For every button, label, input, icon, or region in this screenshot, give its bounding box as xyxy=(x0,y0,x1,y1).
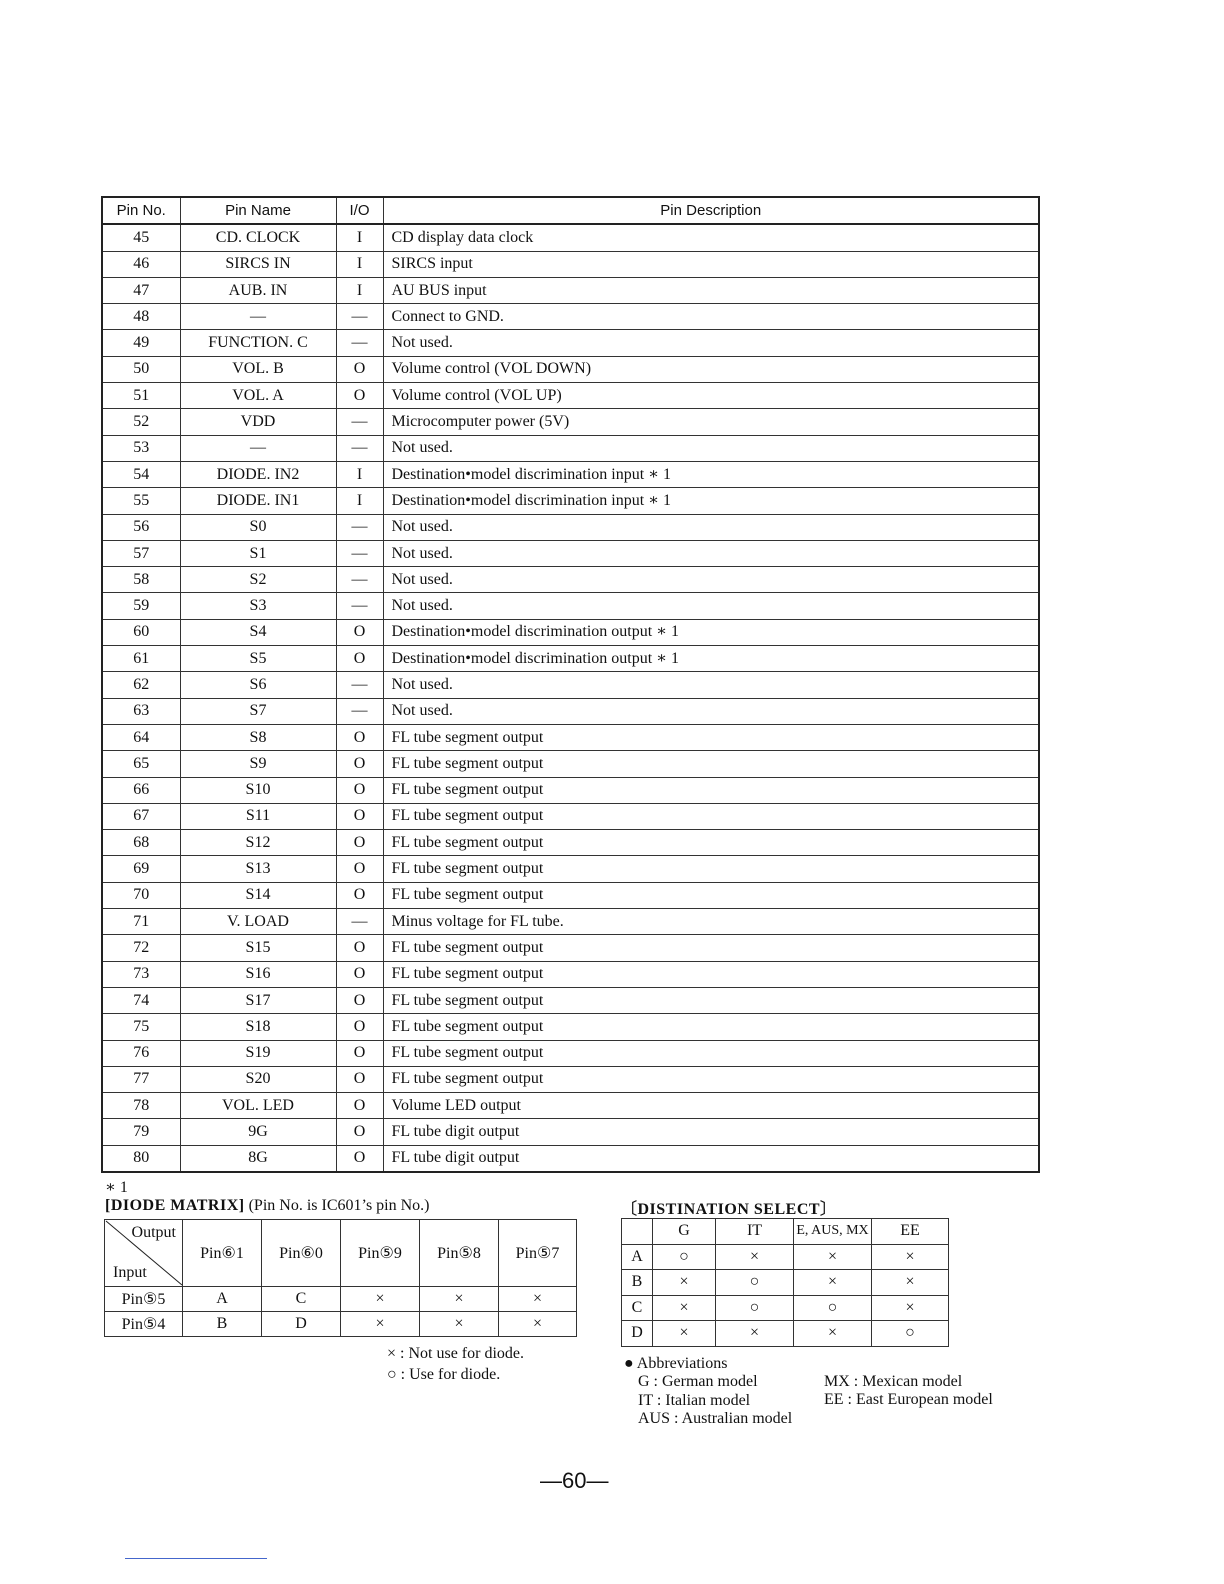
pin-name-cell: S0 xyxy=(180,514,336,540)
abbr-australian: AUS : Australian model xyxy=(638,1410,793,1427)
pin-name-cell: 9G xyxy=(180,1119,336,1145)
pin-name-cell: S4 xyxy=(180,619,336,645)
diode-matrix-cell: × xyxy=(499,1287,577,1312)
table-row xyxy=(102,1093,1039,1119)
pin-description-cell: FL tube segment output xyxy=(383,935,1039,961)
io-cell: — xyxy=(336,540,383,566)
pin-description-cell: Not used. xyxy=(383,435,1039,461)
diode-matrix-cell: × xyxy=(341,1287,420,1312)
pin-name-cell: S11 xyxy=(180,803,336,829)
destination-select-title: 〔DISTINATION SELECT〕 xyxy=(621,1201,837,1218)
pin-no-cell: 80 xyxy=(102,1145,180,1172)
pin-description-cell: SIRCS input xyxy=(383,251,1039,277)
table-row xyxy=(102,461,1039,487)
diode-matrix-subtitle: (Pin No. is IC601’s pin No.) xyxy=(248,1197,430,1214)
table-row xyxy=(102,330,1039,356)
table-row xyxy=(102,909,1039,935)
pin-name-cell: AUB. IN xyxy=(180,277,336,303)
diode-matrix-row xyxy=(105,1287,577,1312)
destination-select-cell: × xyxy=(872,1244,949,1270)
pin-description-cell: Not used. xyxy=(383,514,1039,540)
table-row xyxy=(102,987,1039,1013)
destination-select-cell: × xyxy=(872,1270,949,1296)
table-row xyxy=(102,593,1039,619)
pin-name-cell: S10 xyxy=(180,777,336,803)
destination-select-table xyxy=(621,1218,949,1347)
pin-description-cell: Destination•model discrimination input ∗ 1 xyxy=(383,488,1039,514)
table-row xyxy=(102,724,1039,750)
diode-matrix-cell: B xyxy=(183,1312,262,1337)
pin-no-cell: 60 xyxy=(102,619,180,645)
pin-description-cell: FL tube digit output xyxy=(383,1145,1039,1172)
pin-name-cell: S14 xyxy=(180,882,336,908)
destination-select-cell: ○ xyxy=(872,1321,949,1347)
pin-name-cell: S5 xyxy=(180,646,336,672)
io-cell: O xyxy=(336,751,383,777)
pin-table-header xyxy=(102,197,1039,224)
io-cell: — xyxy=(336,698,383,724)
pin-name-cell: S3 xyxy=(180,593,336,619)
pin-name-cell: S17 xyxy=(180,987,336,1013)
destination-select-row-label: B xyxy=(622,1270,653,1296)
pin-description-cell: FL tube segment output xyxy=(383,777,1039,803)
table-row xyxy=(102,567,1039,593)
pin-no-cell: 58 xyxy=(102,567,180,593)
pin-no-cell: 65 xyxy=(102,751,180,777)
destination-select-cell: ○ xyxy=(716,1270,794,1296)
pin-no-cell: 50 xyxy=(102,356,180,382)
diode-matrix-column-header: Pin⑥0 xyxy=(262,1220,341,1287)
pin-description-cell: Not used. xyxy=(383,540,1039,566)
pin-description-cell: FL tube segment output xyxy=(383,1014,1039,1040)
pin-name-cell: S20 xyxy=(180,1066,336,1092)
pin-name-cell: S1 xyxy=(180,540,336,566)
pin-no-cell: 72 xyxy=(102,935,180,961)
diode-matrix-cell: × xyxy=(499,1312,577,1337)
io-cell: O xyxy=(336,987,383,1013)
pin-description-cell: FL tube digit output xyxy=(383,1119,1039,1145)
diode-matrix-header-row xyxy=(105,1220,577,1287)
io-cell: O xyxy=(336,383,383,409)
pin-description-cell: Volume LED output xyxy=(383,1093,1039,1119)
destination-select-cell: ○ xyxy=(716,1295,794,1321)
pin-description-cell: FL tube segment output xyxy=(383,830,1039,856)
pin-name-cell: VDD xyxy=(180,409,336,435)
pin-name-cell: S13 xyxy=(180,856,336,882)
header-pin-no: Pin No. xyxy=(102,197,180,224)
pin-no-cell: 69 xyxy=(102,856,180,882)
pin-description-cell: FL tube segment output xyxy=(383,961,1039,987)
diode-matrix-row-label: Pin⑤4 xyxy=(105,1312,183,1337)
pin-no-cell: 79 xyxy=(102,1119,180,1145)
pin-no-cell: 53 xyxy=(102,435,180,461)
pin-description-cell: FL tube segment output xyxy=(383,751,1039,777)
pin-no-cell: 68 xyxy=(102,830,180,856)
table-row xyxy=(102,251,1039,277)
io-cell: — xyxy=(336,409,383,435)
pin-no-cell: 74 xyxy=(102,987,180,1013)
pin-no-cell: 67 xyxy=(102,803,180,829)
diode-matrix-column-header: Pin⑤8 xyxy=(420,1220,499,1287)
pin-no-cell: 55 xyxy=(102,488,180,514)
pin-no-cell: 61 xyxy=(102,646,180,672)
pin-no-cell: 64 xyxy=(102,724,180,750)
pin-name-cell: S7 xyxy=(180,698,336,724)
io-cell: I xyxy=(336,461,383,487)
table-row xyxy=(102,646,1039,672)
pin-no-cell: 70 xyxy=(102,882,180,908)
diode-matrix-cell: C xyxy=(262,1287,341,1312)
table-row xyxy=(102,961,1039,987)
page-number: —60— xyxy=(540,1468,609,1493)
pin-description-cell: Destination•model discrimination input ∗ 1 xyxy=(383,461,1039,487)
table-row xyxy=(102,356,1039,382)
table-row xyxy=(102,514,1039,540)
diode-matrix-cell: × xyxy=(420,1287,499,1312)
io-cell: O xyxy=(336,1040,383,1066)
destination-select-cell: × xyxy=(794,1321,872,1347)
pin-name-cell: S18 xyxy=(180,1014,336,1040)
table-row xyxy=(102,540,1039,566)
pin-name-cell: S6 xyxy=(180,672,336,698)
io-cell: O xyxy=(336,646,383,672)
destination-select-row-label: D xyxy=(622,1321,653,1347)
legend-not-use: × : Not use for diode. xyxy=(387,1345,524,1362)
pin-description-cell: Not used. xyxy=(383,672,1039,698)
io-cell: O xyxy=(336,961,383,987)
header-pin-description: Pin Description xyxy=(383,197,1039,224)
io-cell: O xyxy=(336,1093,383,1119)
diode-matrix-column-header: Pin⑤9 xyxy=(341,1220,420,1287)
pin-description-cell: FL tube segment output xyxy=(383,882,1039,908)
io-cell: I xyxy=(336,488,383,514)
io-cell: — xyxy=(336,304,383,330)
destination-select-cell: × xyxy=(653,1321,716,1347)
pin-name-cell: 8G xyxy=(180,1145,336,1172)
pin-name-cell: S16 xyxy=(180,961,336,987)
abbr-italian: IT : Italian model xyxy=(638,1392,751,1409)
pin-name-cell: — xyxy=(180,304,336,330)
io-cell: — xyxy=(336,330,383,356)
pin-description-cell: AU BUS input xyxy=(383,277,1039,303)
pin-name-cell: S8 xyxy=(180,724,336,750)
pin-name-cell: VOL. A xyxy=(180,383,336,409)
diode-matrix-cell: A xyxy=(183,1287,262,1312)
pin-name-cell: VOL. LED xyxy=(180,1093,336,1119)
pin-description-cell: Not used. xyxy=(383,330,1039,356)
pin-description-cell: Microcomputer power (5V) xyxy=(383,409,1039,435)
table-row xyxy=(102,777,1039,803)
destination-select-cell: × xyxy=(794,1244,872,1270)
pin-name-cell: CD. CLOCK xyxy=(180,224,336,251)
pin-no-cell: 56 xyxy=(102,514,180,540)
pin-description-cell: FL tube segment output xyxy=(383,1066,1039,1092)
corner-input-label: Input xyxy=(113,1264,147,1281)
pin-name-cell: S12 xyxy=(180,830,336,856)
diode-matrix-row xyxy=(105,1312,577,1337)
abbr-german: G : German model xyxy=(638,1373,758,1390)
io-cell: O xyxy=(336,1119,383,1145)
diode-matrix-table xyxy=(104,1219,577,1337)
pin-no-cell: 51 xyxy=(102,383,180,409)
pin-description-cell: Not used. xyxy=(383,567,1039,593)
pin-description-cell: FL tube segment output xyxy=(383,856,1039,882)
diode-matrix-column-header: Pin⑥1 xyxy=(183,1220,262,1287)
io-cell: — xyxy=(336,514,383,540)
diode-matrix-column-header: Pin⑤7 xyxy=(499,1220,577,1287)
table-row xyxy=(102,619,1039,645)
pin-no-cell: 52 xyxy=(102,409,180,435)
pin-no-cell: 66 xyxy=(102,777,180,803)
io-cell: O xyxy=(336,935,383,961)
note-marker: ∗ 1 xyxy=(105,1179,128,1196)
destination-select-column-header: G xyxy=(653,1219,716,1245)
pin-description-cell: Minus voltage for FL tube. xyxy=(383,909,1039,935)
pin-description-cell: FL tube segment output xyxy=(383,987,1039,1013)
destination-select-row-label: A xyxy=(622,1244,653,1270)
io-cell: I xyxy=(336,251,383,277)
corner-output-label: Output xyxy=(131,1224,176,1241)
table-row xyxy=(102,803,1039,829)
io-cell: O xyxy=(336,830,383,856)
destination-select-cell: ○ xyxy=(794,1295,872,1321)
pin-name-cell: — xyxy=(180,435,336,461)
diode-matrix-row-label: Pin⑤5 xyxy=(105,1287,183,1312)
pin-description-cell: FL tube segment output xyxy=(383,803,1039,829)
pin-no-cell: 73 xyxy=(102,961,180,987)
io-cell: O xyxy=(336,1145,383,1172)
diode-matrix-cell: D xyxy=(262,1312,341,1337)
pin-no-cell: 47 xyxy=(102,277,180,303)
table-row xyxy=(102,698,1039,724)
io-cell: O xyxy=(336,619,383,645)
pin-table-body xyxy=(102,224,1039,1172)
io-cell: I xyxy=(336,224,383,251)
destination-select-cell: × xyxy=(653,1295,716,1321)
destination-select-cell: × xyxy=(872,1295,949,1321)
io-cell: — xyxy=(336,672,383,698)
destination-select-column-header xyxy=(622,1219,653,1245)
pin-name-cell: S9 xyxy=(180,751,336,777)
pin-no-cell: 49 xyxy=(102,330,180,356)
pin-no-cell: 57 xyxy=(102,540,180,566)
destination-select-column-header: EE xyxy=(872,1219,949,1245)
pin-name-cell: DIODE. IN1 xyxy=(180,488,336,514)
io-cell: O xyxy=(336,856,383,882)
io-cell: O xyxy=(336,882,383,908)
table-row xyxy=(102,435,1039,461)
destination-select-column-header: E, AUS, MX xyxy=(794,1219,872,1245)
diode-matrix-cell: × xyxy=(420,1312,499,1337)
pin-name-cell: V. LOAD xyxy=(180,909,336,935)
pin-no-cell: 48 xyxy=(102,304,180,330)
pin-description-cell: FL tube segment output xyxy=(383,724,1039,750)
header-io: I/O xyxy=(336,197,383,224)
pin-description-cell: Not used. xyxy=(383,698,1039,724)
table-row xyxy=(102,935,1039,961)
pin-description-cell: Destination•model discrimination output ∗ 1 xyxy=(383,619,1039,645)
destination-select-row xyxy=(622,1295,949,1321)
table-row xyxy=(102,1014,1039,1040)
destination-select-cell: × xyxy=(794,1270,872,1296)
table-row xyxy=(102,277,1039,303)
io-cell: — xyxy=(336,435,383,461)
diode-matrix-cell: × xyxy=(341,1312,420,1337)
diode-matrix-body xyxy=(105,1220,577,1337)
io-cell: O xyxy=(336,803,383,829)
pin-name-cell: S2 xyxy=(180,567,336,593)
abbr-mexican: MX : Mexican model xyxy=(824,1373,963,1390)
pin-name-cell: VOL. B xyxy=(180,356,336,382)
pin-no-cell: 78 xyxy=(102,1093,180,1119)
pin-name-cell: S15 xyxy=(180,935,336,961)
table-row xyxy=(102,1119,1039,1145)
io-cell: O xyxy=(336,356,383,382)
table-row xyxy=(102,409,1039,435)
pin-no-cell: 62 xyxy=(102,672,180,698)
io-cell: O xyxy=(336,724,383,750)
table-row xyxy=(102,856,1039,882)
pin-name-cell: S19 xyxy=(180,1040,336,1066)
pin-no-cell: 45 xyxy=(102,224,180,251)
pin-name-cell: DIODE. IN2 xyxy=(180,461,336,487)
pin-description-cell: Not used. xyxy=(383,593,1039,619)
table-row xyxy=(102,1066,1039,1092)
pin-description-table xyxy=(101,196,1040,1173)
diode-matrix-heading: [DIODE MATRIX] xyxy=(105,1197,245,1214)
table-row xyxy=(102,751,1039,777)
destination-select-header-row xyxy=(622,1219,949,1245)
table-row xyxy=(102,383,1039,409)
io-cell: O xyxy=(336,1014,383,1040)
table-row xyxy=(102,882,1039,908)
pin-no-cell: 59 xyxy=(102,593,180,619)
pin-no-cell: 54 xyxy=(102,461,180,487)
pin-no-cell: 75 xyxy=(102,1014,180,1040)
pin-no-cell: 63 xyxy=(102,698,180,724)
pin-no-cell: 77 xyxy=(102,1066,180,1092)
destination-select-cell: × xyxy=(653,1270,716,1296)
destination-select-body xyxy=(622,1219,949,1347)
legend-use: ○ : Use for diode. xyxy=(387,1366,501,1383)
destination-select-cell: × xyxy=(716,1244,794,1270)
destination-select-row-label: C xyxy=(622,1295,653,1321)
pin-name-cell: SIRCS IN xyxy=(180,251,336,277)
destination-select-row xyxy=(622,1270,949,1296)
diode-matrix-title xyxy=(105,1197,430,1215)
pin-description-cell: Destination•model discrimination output ∗ 1 xyxy=(383,646,1039,672)
table-row xyxy=(102,830,1039,856)
pin-name-cell: FUNCTION. C xyxy=(180,330,336,356)
abbreviations-title: ● Abbreviations xyxy=(624,1355,728,1372)
destination-select-row xyxy=(622,1244,949,1270)
pin-description-cell: Connect to GND. xyxy=(383,304,1039,330)
io-cell: — xyxy=(336,567,383,593)
table-row xyxy=(102,672,1039,698)
pin-no-cell: 46 xyxy=(102,251,180,277)
destination-select-cell: ○ xyxy=(653,1244,716,1270)
abbr-east-european: EE : East European model xyxy=(824,1391,993,1408)
table-row xyxy=(102,1145,1039,1172)
io-cell: I xyxy=(336,277,383,303)
io-cell: O xyxy=(336,1066,383,1092)
pin-description-cell: CD display data clock xyxy=(383,224,1039,251)
destination-select-row xyxy=(622,1321,949,1347)
pin-description-cell: Volume control (VOL DOWN) xyxy=(383,356,1039,382)
io-cell: — xyxy=(336,909,383,935)
pin-no-cell: 76 xyxy=(102,1040,180,1066)
io-cell: — xyxy=(336,593,383,619)
table-row xyxy=(102,1040,1039,1066)
table-row xyxy=(102,224,1039,251)
table-row xyxy=(102,488,1039,514)
destination-select-cell: × xyxy=(716,1321,794,1347)
io-cell: O xyxy=(336,777,383,803)
pin-no-cell: 71 xyxy=(102,909,180,935)
footer-rule xyxy=(125,1558,267,1559)
table-row xyxy=(102,304,1039,330)
pin-description-cell: FL tube segment output xyxy=(383,1040,1039,1066)
destination-select-column-header: IT xyxy=(716,1219,794,1245)
pin-description-cell: Volume control (VOL UP) xyxy=(383,383,1039,409)
diode-matrix-corner xyxy=(105,1220,183,1287)
header-pin-name: Pin Name xyxy=(180,197,336,224)
